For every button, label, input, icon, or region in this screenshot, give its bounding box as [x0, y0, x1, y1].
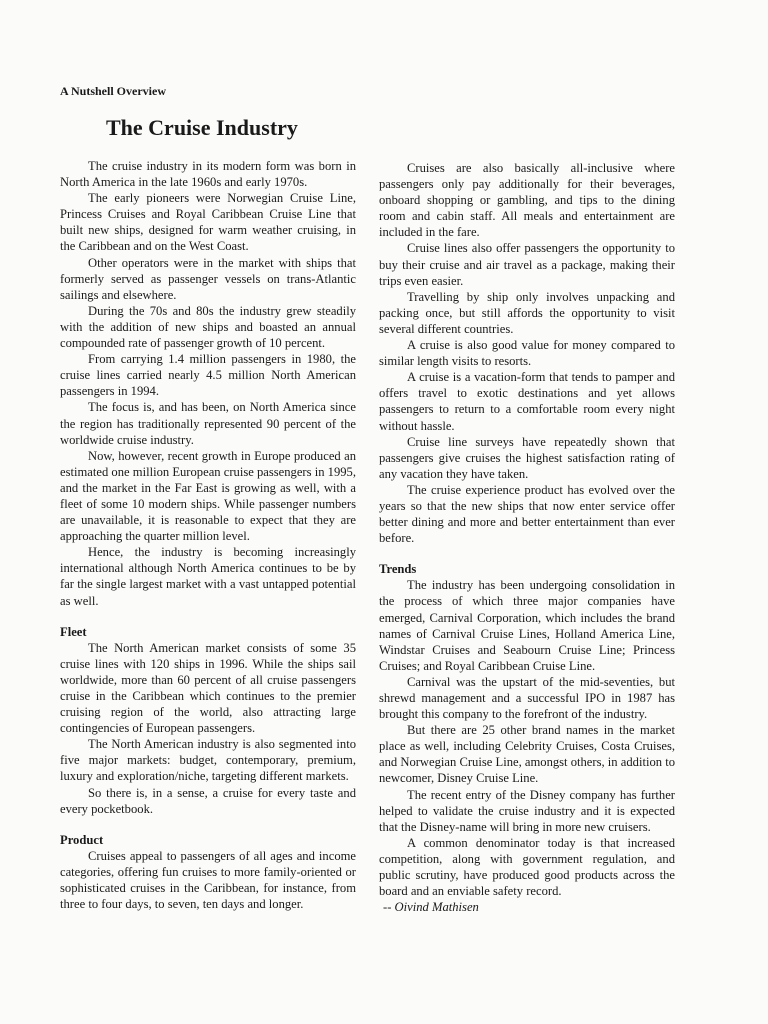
section-heading-product: Product [60, 832, 104, 847]
paragraph: A cruise is also good value for money compared to similar length visits to resorts. [379, 338, 675, 369]
paragraph: Other operators were in the market with ships that formerly served as passenger vessels on trans-Atlantic sailings and elsewhere. [60, 255, 356, 302]
paragraph: Cruises appeal to passengers of all ages and income categories, offering fun cruises to more family-oriented or sophisticated cruises in the Caribbean, for instance, from three to four days, to seven, ten days and longer. [60, 848, 356, 912]
paragraph: From carrying 1.4 million passengers in 1980, the cruise lines carried nearly 4.5 million North American passengers in 1994. [60, 352, 356, 399]
paragraph: A cruise is a vacation-form that tends to pamper and offers travel to exotic destinations and yet allows passengers to return to a comfortable room every night without hassle. [379, 370, 675, 433]
right-column [379, 160, 675, 915]
left-column [60, 158, 356, 912]
paragraph: Cruises are also basically all-inclusive where passengers only pay additionally for their beverages, onboard shopping or gambling, and tips to the dining room and cabin staff. All meals and entertainment are included in the fare. [379, 161, 675, 240]
paragraph: Now, however, recent growth in Europe produced an estimated one million European cruise passengers in 1995, and the market in the Far East is growing as well, with a fleet of some 10 modern ships. While passenger numbers are unavailable, it is reasonable to expect that they are approaching the quarter million level. [60, 448, 356, 544]
paragraph: But there are 25 other brand names in the market place as well, including Celebrity Cruises, Costa Cruises, and Norwegian Cruise Line, amongst others, in addition to newcomer, Disney Cruise Line. [379, 723, 675, 786]
paragraph: The industry has been undergoing consolidation in the process of which three major companies have emerged, Carnival Corporation, which includes the brand names of Carnival Cruise Lines, Holland America Line, Windstar Cruises and Seabourn Cruise Line; Princess Cruises; and Royal Caribbean Cruise Line. [379, 578, 675, 673]
paragraph: The recent entry of the Disney company has further helped to validate the cruise industry and it is expected that the Disney-name will bring in more new cruisers. [379, 787, 675, 834]
section-kicker: A Nutshell Overview [60, 84, 166, 98]
paragraph: The cruise experience product has evolved over the years so that the new ships that now enter service offer better dining and more and better entertainment than ever before. [379, 482, 675, 546]
paragraph: Carnival was the upstart of the mid-seventies, but shrewd management and a successful IPO in 1987 has brought this company to the forefront of the industry. [379, 674, 675, 722]
page-title: The Cruise Industry [106, 115, 298, 140]
paragraph: The focus is, and has been, on North America since the region has traditionally represented 90 percent of the worldwide cruise industry. [60, 400, 356, 447]
section-heading-fleet: Fleet [60, 624, 87, 639]
paragraph: The North American market consists of some 35 cruise lines with 120 ships in 1996. While the ships sail worldwide, more than 60 percent of all cruise passengers cruise in the Caribbean which continues to the premier cruising region of the world, also attracting large contingencies of European passengers. [60, 640, 356, 736]
paragraph: Cruise lines also offer passengers the opportunity to buy their cruise and air travel as a package, making their trips even easier. [379, 241, 675, 288]
paragraph: So there is, in a sense, a cruise for every taste and every pocketbook. [60, 785, 356, 816]
paragraph: The North American industry is also segmented into five major markets: budget, contemporary, premium, luxury and exploration/niche, targeting different markets. [60, 737, 356, 784]
section-heading-trends: Trends [379, 562, 417, 577]
paragraph: The early pioneers were Norwegian Cruise Line, Princess Cruises and Royal Caribbean Cruise Line that built new ships, designed for warm weather cruising, in the Caribbean and on the West Coast. [60, 191, 356, 254]
paragraph: Travelling by ship only involves unpacking and packing once, but still affords the opportunity to visit several different countries. [379, 289, 675, 336]
paragraph: Hence, the industry is becoming increasingly international although North America continues to be by far the single largest market with a vast untapped potential as well. [60, 545, 356, 608]
author-signature: -- Oivind Mathisen [383, 900, 479, 915]
paragraph: During the 70s and 80s the industry grew steadily with the addition of new ships and boasted an annual compounded rate of passenger growth of 10 percent. [60, 303, 356, 351]
paragraph: A common denominator today is that increased competition, along with government regulation, and public scrutiny, have produced good products across the board and an enviable safety record. [379, 835, 675, 899]
paragraph: Cruise line surveys have repeatedly shown that passengers give cruises the highest satisfaction rating of any vacation they have taken. [379, 434, 675, 481]
paragraph: The cruise industry in its modern form was born in North America in the late 1960s and early 1970s. [60, 159, 356, 190]
